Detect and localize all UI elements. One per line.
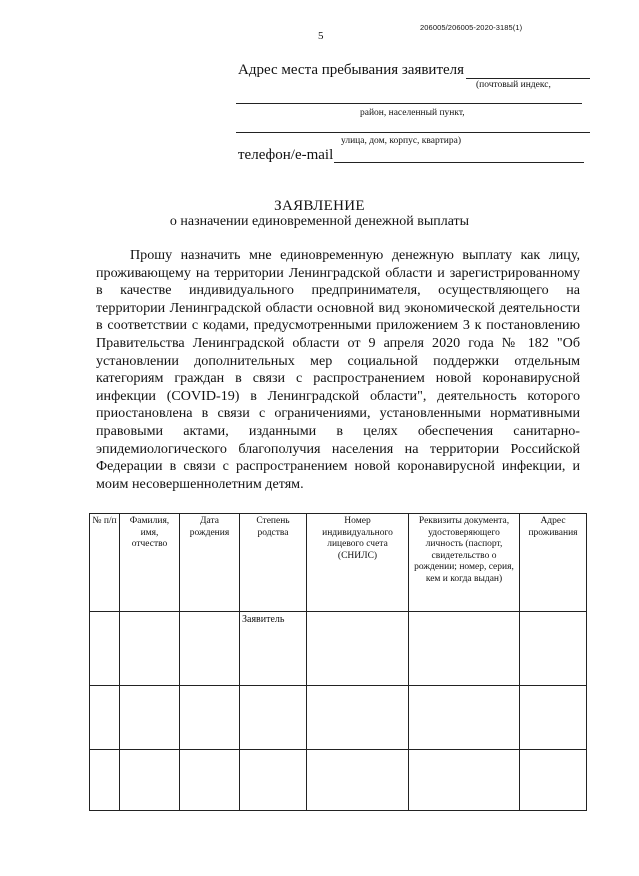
table-row bbox=[90, 686, 587, 750]
application-body: Прошу назначить мне единовременную денежную выплату как лицу, проживающему на территории Ленинградской области и зарегистрированному в качестве индивидуального предпринимателя, осуществляющего на территории Ленинградской области основной вид экономической деятельности в соответствии с кодами, предусмотренными приложением 3 к постановлению Правительства Ленинградской области от 9 апреля 2020 года № 182 "Об установлении дополнительных мер социальной поддержки отдельным категориям граждан в связи с распространением новой коронавирусной инфекции (COVID-19) в Ленинградской области", деятельность которого приостановлена в связи с ограничениями, установленными нормативными правовыми актами, изданными в целях обеспечения санитарно-эпидемиологического благополучия населения на территории Российской Федерации в связи с распространением новой коронавирусной инфекции, и моим несовершеннолетним детям. bbox=[96, 247, 580, 492]
cell-snils[interactable] bbox=[307, 750, 409, 811]
address-line-2[interactable] bbox=[236, 103, 582, 104]
cell-snils[interactable] bbox=[307, 686, 409, 750]
cell-document[interactable] bbox=[409, 686, 520, 750]
cell-num[interactable] bbox=[90, 686, 120, 750]
document-title: ЗАЯВЛЕНИЕ bbox=[274, 198, 365, 214]
cell-num[interactable] bbox=[90, 750, 120, 811]
children-table bbox=[89, 513, 587, 811]
hint-district: район, населенный пункт, bbox=[360, 108, 465, 118]
header-num: № п/п bbox=[90, 514, 120, 612]
header-dob: Дата рождения bbox=[180, 514, 240, 612]
cell-name[interactable] bbox=[120, 612, 180, 686]
cell-relation[interactable] bbox=[240, 686, 307, 750]
page-number: 5 bbox=[318, 30, 324, 42]
hint-street: улица, дом, корпус, квартира) bbox=[341, 136, 461, 146]
cell-num[interactable] bbox=[90, 612, 120, 686]
address-label: Адрес места пребывания заявителя bbox=[238, 62, 465, 78]
cell-name[interactable] bbox=[120, 750, 180, 811]
cell-dob[interactable] bbox=[180, 686, 240, 750]
address-line-1[interactable] bbox=[466, 78, 590, 79]
cell-relation[interactable] bbox=[240, 750, 307, 811]
header-document: Реквизиты документа, удостоверяющего личность (паспорт, свидетельство о рождении; номер, серия, кем и когда выдан) bbox=[409, 514, 520, 612]
cell-relation[interactable]: Заявитель bbox=[240, 612, 307, 686]
cell-address[interactable] bbox=[520, 686, 587, 750]
document-id: 206005/206005-2020-3185(1) bbox=[420, 23, 523, 32]
header-name: Фамилия, имя, отчество bbox=[120, 514, 180, 612]
table-row bbox=[90, 750, 587, 811]
table-header-row bbox=[90, 514, 587, 612]
cell-document[interactable] bbox=[409, 612, 520, 686]
hint-postal: (почтовый индекс, bbox=[476, 80, 551, 90]
table-row bbox=[90, 612, 587, 686]
cell-name[interactable] bbox=[120, 686, 180, 750]
cell-document[interactable] bbox=[409, 750, 520, 811]
cell-address[interactable] bbox=[520, 750, 587, 811]
cell-dob[interactable] bbox=[180, 612, 240, 686]
phone-label: телефон/e-mail bbox=[238, 147, 334, 163]
header-snils: Номер индивидуального лицевого счета (СНИЛС) bbox=[307, 514, 409, 612]
header-relation: Степень родства bbox=[240, 514, 307, 612]
cell-dob[interactable] bbox=[180, 750, 240, 811]
address-line-3[interactable] bbox=[236, 132, 590, 133]
cell-snils[interactable] bbox=[307, 612, 409, 686]
phone-line[interactable] bbox=[334, 162, 584, 163]
header-address: Адрес проживания bbox=[520, 514, 587, 612]
document-subtitle: о назначении единовременной денежной выплаты bbox=[169, 214, 470, 229]
cell-address[interactable] bbox=[520, 612, 587, 686]
